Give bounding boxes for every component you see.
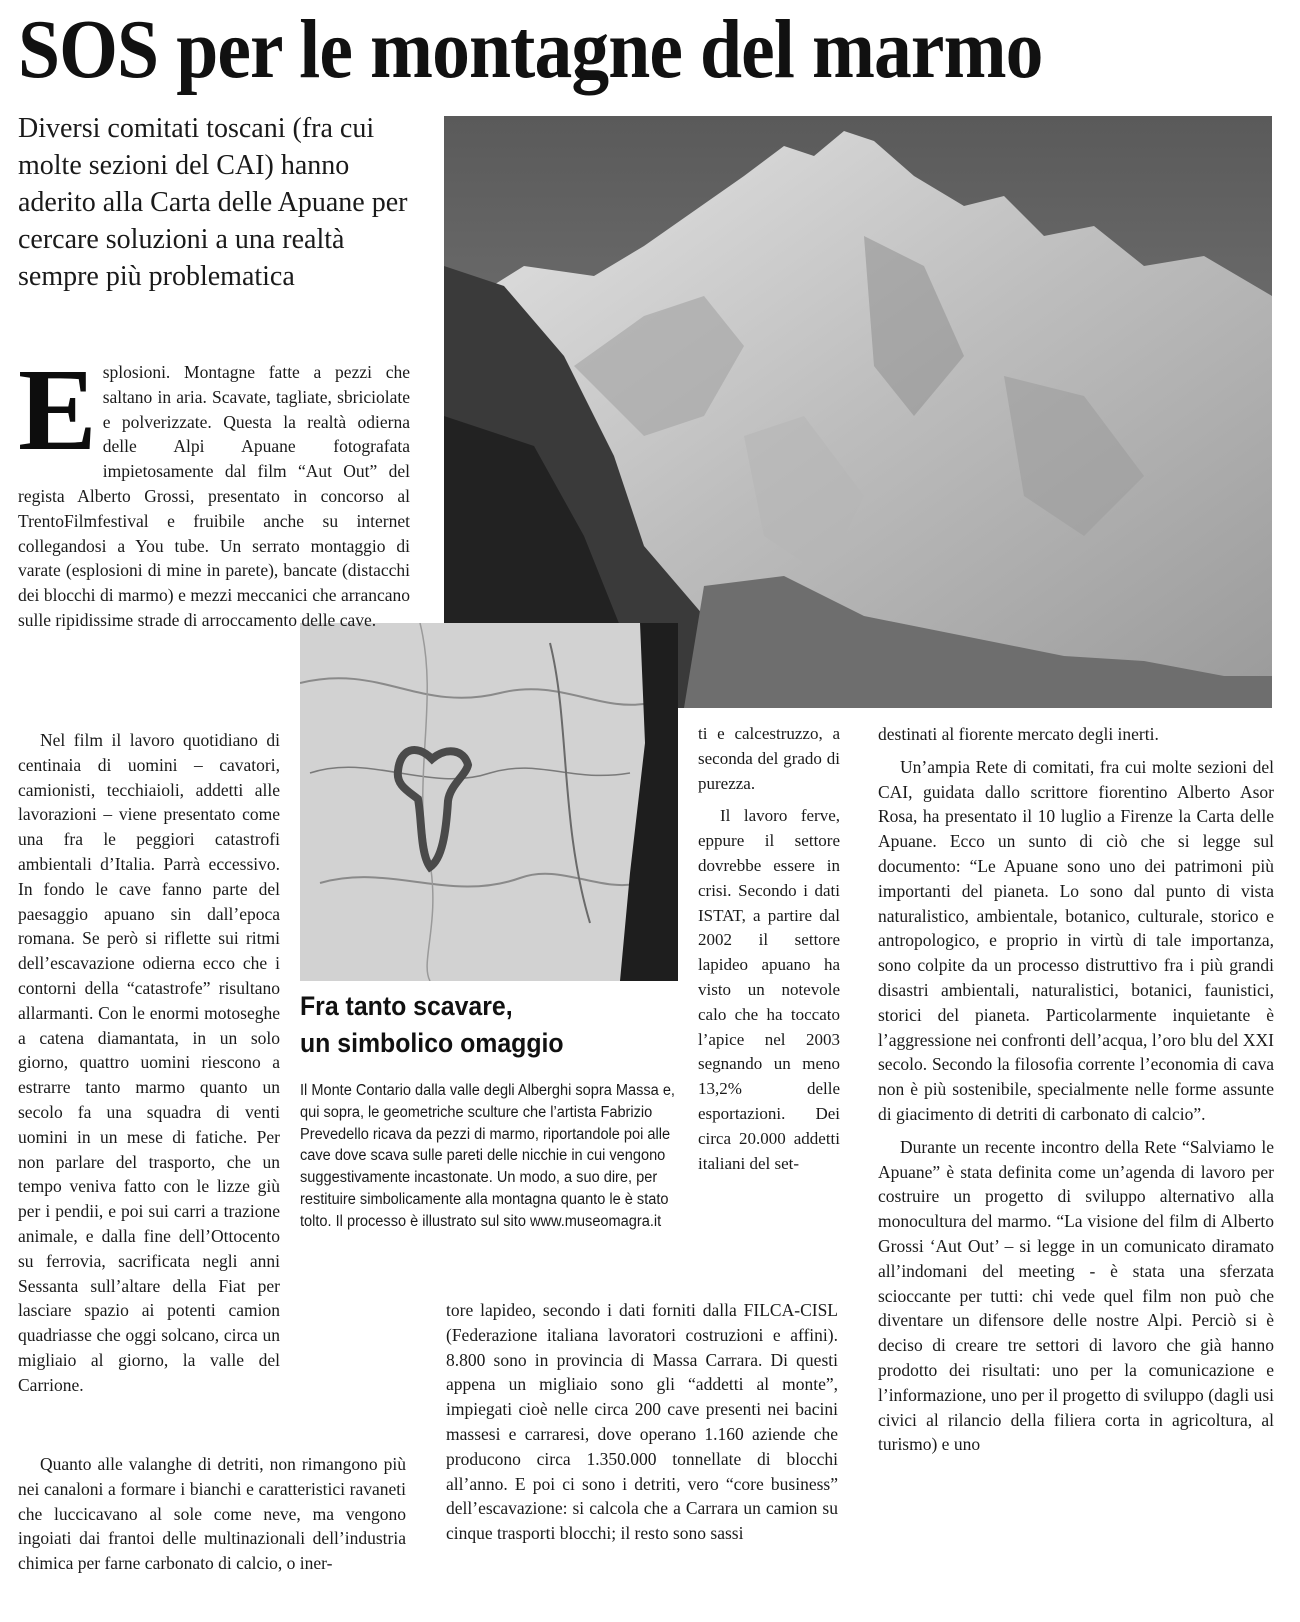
caption-title-line-1: Fra tanto scavare, — [300, 991, 513, 1021]
headline: SOS per le montagne del marmo — [18, 3, 1043, 96]
body-paragraph-2: Nel film il lavoro quotidiano di centinaia di uomini – cavatori, camionisti, tecchiaioli, addetti alle lavorazioni – viene presentato come una fra le peggiori catastrofi ambientali d’Italia. Parrà eccessivo. In fondo le cave fanno parte del paesaggio apuano sin dall’epoca romana. Se però si riflette sui ritmi dell’escavazione odierna ecco che i contorni della “catastrofe” risultano allarmanti. Con le enormi motoseghe a catena diamantata, in un solo giorno, quattro uomini riescono a estrarre tanto marmo quanto un secolo fa una squadra di venti uomini in un mese di fatiche. Per non parlare del trasporto, che un tempo veniva fatto con le lizze giù per i pendii, e poi sui carri a trazione animale, e dalla fine dell’Ottocento su ferrovia, sacrificata negli anni Sessanta sull’altare della Fiat per lasciare spazio ai potenti camion quadriasse che oggi solcano, circa un migliaio al giorno, la valle del Carrione. — [18, 730, 280, 1395]
drop-cap: E — [18, 344, 97, 475]
body-paragraph-col3-1: ti e calcestruzzo, a seconda del grado di purezza. — [698, 724, 840, 793]
column-2 — [446, 1298, 838, 1554]
body-paragraph-col3-2: Il lavoro ferve, eppure il settore dovrebbe essere in crisi. Secondo i dati ISTAT, a partire dal 2002 il settore lapideo apuano ha visto un notevole calo che ha toccato l’apice nel 2003 segnando un meno 13,2% delle esportazioni. Dei circa 20.000 addetti italiani del set- — [698, 806, 840, 1173]
caption-text: Il Monte Contario dalla valle degli Alberghi sopra Massa e, qui sopra, le geometriche sculture che l’artista Fabrizio Prevedello ricava da pezzi di marmo, riportandole poi alle cave dove scava sulle pareti delle nicchie in cui vengono suggestivamente incastonate. Un modo, a suo dire, per restituire simbolicamente alla montagna quanto le è stato tolto. Il processo è illustrato sul sito www.museomagra.it — [300, 1082, 675, 1230]
column-1-bottom — [18, 1452, 406, 1584]
body-paragraph-col4-2: Un’ampia Rete di comitati, fra cui molte sezioni del CAI, guidata dallo scrittore fiorentino Alberto Asor Rosa, ha presentato il 10 luglio a Firenze la Carta delle Apuane. Ecco un sunto di ciò che si legge sul documento: “Le Apuane sono uno dei patrimoni più importanti del pianeta. Lo sono dal punto di vista naturalistico, ambientale, botanico, culturale, storico e antropologico, e proprio in virtù di tale importanza, sono colpite da un processo distruttivo fra i più grandi disastri ambientali, naturalistici, botanici, faunistici, storici del pianeta. Particolarmente inquietante è l’aggressione nei confronti dell’acqua, l’oro blu del XXI secolo. Secondo la filosofia corrente l’economia di cava non è più sostenibile, specialmente nelle forme assunte di giacimento di detriti di carbonato di calcio”. — [878, 756, 1274, 1124]
marble-sculpture-photo — [300, 623, 678, 981]
body-paragraph-3: Quanto alle valanghe di detriti, non rimangono più nei canaloni a formare i bianchi e caratteristici ravaneti che luccicavano al sole come neve, ma vengono ingoiati dai frantoi delle multinazionali dell’industria chimica per farne carbonato di calcio, o iner- — [18, 1454, 406, 1574]
caption-title — [300, 988, 650, 1062]
body-paragraph-1: splosioni. Montagne fatte a pezzi che saltano in aria. Scavate, tagliate, sbriciolate e polverizzate. Questa la realtà odierna delle Alpi Apuane fotografata impietosamente dal film “Aut Out” del regista Alberto Grossi, presentato in concorso al TrentoFilmfestival e fruibile anche su internet collegandosi a You tube. Un serrato montaggio di varate (esplosioni di mine in parete), bancate (distacchi dei blocchi di marmo) e mezzi meccanici che arrancano sulle ripidissime strade di arroccamento delle cave. — [18, 362, 410, 630]
column-1-continued — [18, 728, 280, 1406]
column-4 — [878, 722, 1274, 1465]
column-3 — [698, 722, 840, 1184]
body-paragraph-col4-1: destinati al fiorente mercato degli inerti. — [878, 724, 1159, 744]
body-paragraph-col4-3: Durante un recente incontro della Rete “Salviamo le Apuane” è stata definita come un’agenda di lavoro per costruire un progetto di sviluppo alternativo alla monocultura del marmo. “La visione del film di Alberto Grossi ‘Aut Out’ – si legge in un comunicato diramato all’indomani del meeting - è stata una sferzata scioccante per tutti: chi vede quel film non può che diventare un difensore delle nostre Alpi. Perciò si è deciso di creare tre settori di lavoro che già hanno prodotto dei risultati: uno per la comunicazione e l’informazione, uno per il progetto di sviluppo (dagli usi civici al rilancio della filiera corta in agricoltura, al turismo) e uno — [878, 1136, 1274, 1455]
subheadline: Diversi comitati toscani (fra cui molte sezioni del CAI) hanno aderito alla Carta delle Apuane per cercare soluzioni a una realtà sempre più problematica — [18, 113, 408, 292]
caption-title-line-2: un simbolico omaggio — [300, 1028, 564, 1058]
photo-caption — [300, 988, 680, 1233]
mountain-photo — [444, 116, 1272, 708]
column-1 — [18, 344, 410, 641]
body-paragraph-col2: tore lapideo, secondo i dati forniti dalla FILCA-CISL (Federazione italiana lavoratori costruzioni e affini). 8.800 sono in provincia di Massa Carrara. Di questi appena un migliaio sono gli “addetti al monte”, impiegati cioè nelle circa 200 cave presenti nei bacini massesi e carraresi, dove operano 1.160 aziende che producono circa 1.350.000 tonnellate di blocchi all’anno. E poi ci sono i detriti, vero “core business” dell’escavazione: si calcola che a Carrara un camion su cinque trasporti blocchi; il resto sono sassi — [446, 1300, 838, 1544]
